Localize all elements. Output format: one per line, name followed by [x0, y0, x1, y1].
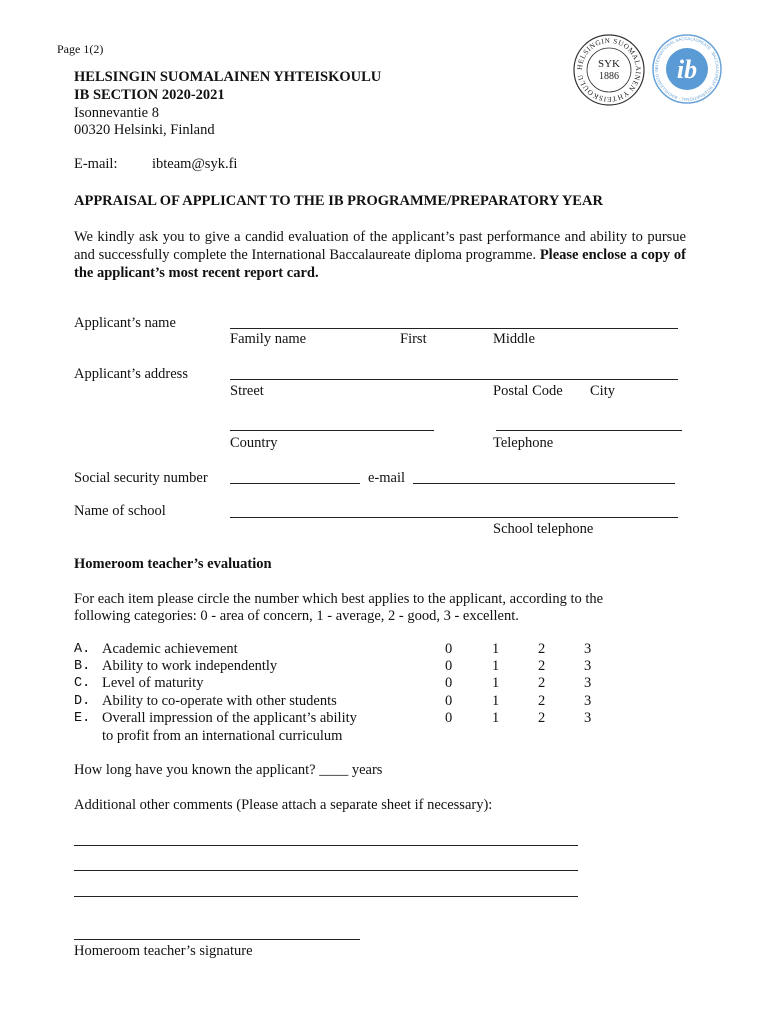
family-name-label: Family name — [230, 331, 307, 347]
score-option-1[interactable]: 1 — [492, 641, 500, 657]
form-title: APPRAISAL OF APPLICANT TO THE IB PROGRAMME/PREPARATORY YEAR — [74, 193, 603, 209]
school-telephone-label: School telephone — [493, 521, 594, 537]
telephone-label: Telephone — [493, 435, 554, 451]
score-option-2[interactable]: 2 — [538, 675, 546, 691]
comments-line-3[interactable] — [74, 896, 578, 897]
school-name: HELSINGIN SUOMALAINEN YHTEISKOULU — [74, 69, 382, 85]
item-text: Ability to work independently — [102, 658, 278, 674]
score-option-2[interactable]: 2 — [538, 658, 546, 674]
item-letter: E. — [74, 711, 91, 726]
syk-seal-logo — [572, 33, 646, 107]
telephone-field[interactable] — [496, 430, 682, 431]
known-duration-field[interactable]: ____ — [319, 762, 349, 778]
score-option-0[interactable]: 0 — [445, 641, 453, 657]
item-letter: B. — [74, 659, 91, 674]
applicant-name-label: Applicant’s name — [74, 315, 176, 331]
syk-ring-text: HELSINGIN SUOMALAINEN YHTEISKOULU — [575, 36, 643, 104]
comments-label: Additional other comments (Please attach a separate sheet if necessary): — [74, 797, 493, 813]
item-text: Ability to co-operate with other students — [102, 693, 337, 709]
intro-text: We kindly ask you to give a candid evaluation of the applicant’s past performance and ability to pursue and successfully complete the International Baccalaureate diploma programme. — [74, 229, 686, 263]
item-text-continuation: to profit from an international curriculum — [102, 728, 343, 744]
signature-field[interactable] — [74, 939, 360, 940]
ssn-field[interactable] — [230, 483, 360, 484]
evaluation-heading: Homeroom teacher’s evaluation — [74, 556, 272, 572]
applicant-name-field[interactable] — [230, 328, 678, 329]
score-option-3[interactable]: 3 — [584, 675, 592, 691]
evaluation-instructions-line1: For each item please circle the number which best applies to the applicant, according to the — [74, 591, 604, 607]
syk-seal-year: 1886 — [599, 71, 619, 82]
email-label: E-mail: — [74, 156, 118, 172]
score-option-3[interactable]: 3 — [584, 641, 592, 657]
email-link[interactable]: ibteam@syk.fi — [152, 156, 238, 172]
country-label: Country — [230, 435, 278, 451]
known-duration-label: How long have you known the applicant? — [74, 762, 316, 778]
school-city: 00320 Helsinki, Finland — [74, 122, 215, 138]
page-number: Page 1(2) — [57, 42, 104, 56]
score-option-1[interactable]: 1 — [492, 693, 500, 709]
school-name-label: Name of school — [74, 503, 166, 519]
applicant-email-field[interactable] — [413, 483, 675, 484]
postal-code-label: Postal Code — [493, 383, 563, 399]
syk-seal-name: SYK — [597, 58, 621, 70]
item-text: Level of maturity — [102, 675, 204, 691]
school-name-field[interactable] — [230, 517, 678, 518]
score-option-0[interactable]: 0 — [445, 693, 453, 709]
score-option-3[interactable]: 3 — [584, 658, 592, 674]
item-text: Overall impression of the applicant’s ability — [102, 710, 357, 726]
applicant-email-label: e-mail — [368, 470, 406, 486]
score-option-2[interactable]: 2 — [538, 641, 546, 657]
address-street-field[interactable] — [230, 379, 678, 380]
item-letter: A. — [74, 642, 91, 657]
ib-logo — [651, 33, 723, 105]
first-name-label: First — [400, 331, 427, 347]
school-street: Isonnevantie 8 — [74, 105, 159, 121]
ib-ring-text: INTERNATIONAL BACCALAUREATE · BACCALAURÉAT INTERNATIONAL · BACHILLERATO IN — [653, 35, 721, 103]
score-option-2[interactable]: 2 — [538, 693, 546, 709]
score-option-3[interactable]: 3 — [584, 710, 592, 726]
signature-label: Homeroom teacher’s signature — [74, 943, 253, 959]
ssn-label: Social security number — [74, 470, 208, 486]
comments-line-2[interactable] — [74, 870, 578, 871]
score-option-0[interactable]: 0 — [445, 658, 453, 674]
item-letter: C. — [74, 676, 91, 691]
ib-glyph: ib — [676, 55, 698, 84]
intro-bold-text: Please enclose a copy of the applicant’s most recent report card. — [74, 247, 686, 281]
score-option-1[interactable]: 1 — [492, 710, 500, 726]
known-duration-question — [74, 762, 382, 779]
item-letter: D. — [74, 694, 91, 709]
city-label: City — [590, 383, 615, 399]
street-label: Street — [230, 383, 264, 399]
intro-paragraph — [74, 228, 686, 282]
score-option-0[interactable]: 0 — [445, 710, 453, 726]
score-option-1[interactable]: 1 — [492, 675, 500, 691]
score-option-0[interactable]: 0 — [445, 675, 453, 691]
country-field[interactable] — [230, 430, 434, 431]
applicant-address-label: Applicant’s address — [74, 366, 188, 382]
item-text: Academic achievement — [102, 641, 238, 657]
comments-line-1[interactable] — [74, 845, 578, 846]
known-duration-unit: years — [351, 762, 383, 778]
score-option-1[interactable]: 1 — [492, 658, 500, 674]
score-option-2[interactable]: 2 — [538, 710, 546, 726]
middle-name-label: Middle — [493, 331, 535, 347]
section-name: IB SECTION 2020-2021 — [74, 87, 225, 103]
score-option-3[interactable]: 3 — [584, 693, 592, 709]
evaluation-instructions-line2: following categories: 0 - area of concern, 1 - average, 2 - good, 3 - excellent. — [74, 608, 519, 624]
